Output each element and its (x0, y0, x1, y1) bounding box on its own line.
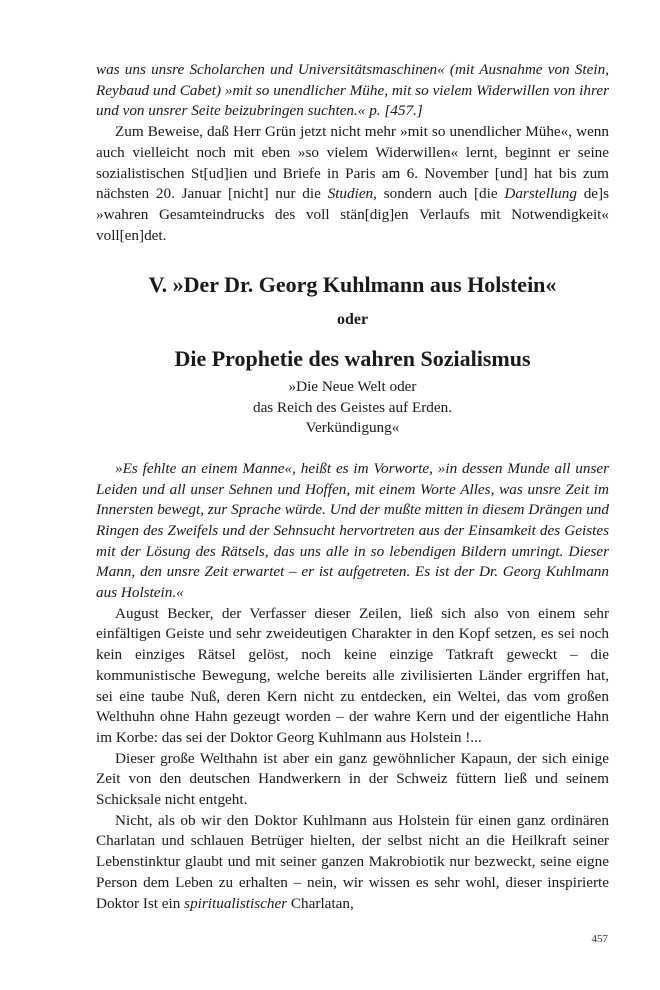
page-number: 457 (591, 933, 608, 945)
emphasis-studien: Studien (327, 185, 374, 203)
epigraph (96, 377, 609, 439)
text-block (96, 60, 609, 914)
quote-text: »Es fehlte an einem Manne«, heißt es im Vorworte, »in dessen Munde all unser Leiden und all unser Sehnen und Hoffen, mit einem Worte Alles, was unsre Zeit im Innersten bewegt, zur Sprache würde. Und der mußte mitten in diesem Drängen und Ringen des Zweifels und der Sehnsucht hervortreten aus der Einsamkeit des Geistes mit der Lösung des Rätsels, das uns alle in so lebendigen Bildern umringt. Dieser Mann, den unsre Zeit erwartet – er ist aufgetreten. Es ist der Dr. Georg Kuhlmann aus Holstein.« (96, 459, 609, 602)
text-run: Dieser große Welthahn ist aber ein ganz gewöhnlicher Kapaun, der sich einige Zeit von den deutschen Handwerkern in der Schweiz füttern ließ und seinem Schicksale nicht entgeht. (96, 749, 609, 809)
epigraph-line: das Reich des Geistes auf Erden. (252, 398, 453, 416)
text-run: Charlatan, (287, 894, 354, 912)
section-subheading: Die Prophetie des wahren Sozialismus (174, 346, 531, 372)
paragraph-quote-continuation (96, 60, 609, 122)
text-run: , sondern auch [die (373, 185, 505, 203)
text-run: de]s »wahren Gesamteindrucks des voll stän[dig]en Verlaufs mit Notwendigkeit« voll[en]det. (96, 185, 609, 244)
text-run: August Becker, der Verfasser dieser Zeilen, ließ sich also von einem sehr einfältigen Geiste und sehr zweideutigen Charakter in den Kopf setzen, es sei noch kein einziges Rätsel gelöst, noch keine einzige Tatkraft geweckt – die kommunistische Bewegung, welche bereits alle zivilisierten Länder ergriffen hat, sei eine taube Nuß, deren Kern nicht zu entdecken, ein Weltei, das vom großen Welthuhn ohne Hahn gezeugt worden – der wahre Kern und der eigentliche Hahn im Korbe: das sei der Doktor Georg Kuhlmann aus Holstein !... (96, 604, 609, 746)
text-run: Zum Beweise, daß Herr Grün jetzt nicht mehr »mit so unendlicher Mühe«, wenn auch vielleicht noch mit eben »so vielem Widerwillen« lernt, beginnt er seine sozialistischen St[ud]ien und Briefe in Paris am 6. November [und] hat bis zum nächsten 20. Januar [nicht] nur die (96, 123, 609, 203)
emphasis-darstellung: Darstellung (504, 185, 577, 203)
paragraph-vorwort-quote (96, 459, 609, 604)
section-heading: V. »Der Dr. Georg Kuhlmann aus Holstein« (148, 272, 557, 298)
epigraph-line: Verkündigung« (305, 419, 400, 437)
emphasis-spiritualistischer: spiritualistischer (184, 894, 288, 912)
text-run: Nicht, als ob wir den Doktor Kuhlmann aus Holstein für einen ganz ordinären Charlatan und schlauen Betrüger hielten, der selbst nicht an die Heilkraft seiner Lebenstinktur glaubt und mit seiner ganzen Makrobiotik nur bezweckt, seine eigne Person dem Leben zu erhalten – nein, wir wissen es sehr wohl, dieser inspirierte Doktor Ist ein (96, 811, 609, 912)
epigraph-line: »Die Neue Welt oder (288, 378, 417, 396)
paragraph-becker (96, 604, 609, 749)
spacer (96, 439, 609, 459)
section-heading-connector: oder (336, 311, 369, 329)
paragraph-gruen (96, 122, 609, 246)
quote-text: was uns unsre Scholarchen und Universitätsmaschinen« (mit Ausnahme von Stein, Reybaud und Cabet) »mit so unendlicher Mühe, mit so vielem Widerwillen von ihrer und von unsrer Seite beizubringen suchten.« p. [457.] (96, 61, 609, 120)
paragraph-welthahn (96, 749, 609, 811)
paragraph-charlatan (96, 811, 609, 915)
